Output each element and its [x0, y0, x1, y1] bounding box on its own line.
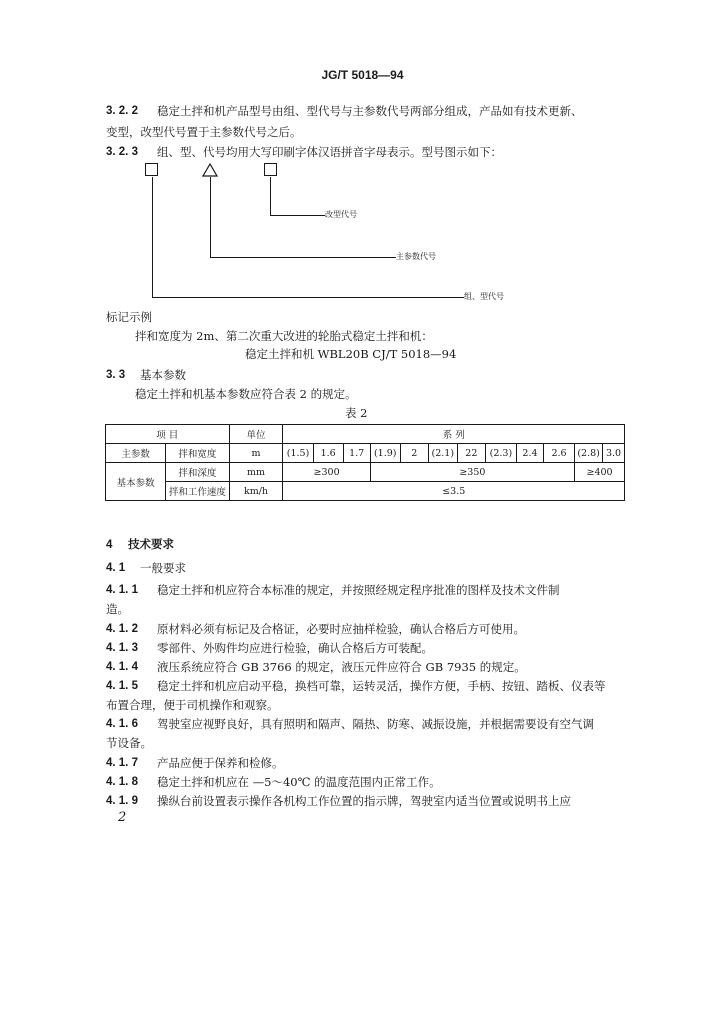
clause-text-continued: 节设备。: [106, 736, 152, 750]
working-speed-unit: km/h: [229, 482, 283, 501]
table-row-width: [106, 444, 625, 463]
width-value: 3.0: [603, 444, 625, 463]
clause-number: 4. 1. 6: [106, 718, 138, 730]
width-value: (2.8): [575, 444, 603, 463]
clause-text-continued: 布置合理，便于司机操作和观察。: [106, 698, 279, 712]
clause-text: 液压系统应符合 GB 3766 的规定，液压元件应符合 GB 7935 的规定。: [157, 660, 526, 674]
table-caption: 表 2: [345, 406, 368, 420]
clause-number: 4. 1. 9: [106, 795, 138, 807]
leader-line: [270, 177, 271, 215]
width-value: 2.6: [543, 444, 574, 463]
leader-line: [270, 215, 325, 216]
clause-3-2-2-line1: 稳定土拌和机产品型号由组、型代号与主参数代号两部分组成，产品如有技术更新、: [157, 104, 583, 118]
table-row-depth: [106, 463, 625, 482]
width-value: (2.1): [428, 444, 457, 463]
width-value: 22: [457, 444, 485, 463]
clause-number: 4. 1. 3: [106, 642, 138, 654]
width-value: (2.3): [485, 444, 516, 463]
modification-code-square-icon: [264, 163, 277, 176]
section-3-3-number: 3. 3: [106, 369, 126, 381]
basic-parameter-label: 基本参数: [106, 463, 166, 501]
width-value: 2: [400, 444, 428, 463]
label-group-type-code: 组、型代号: [464, 292, 504, 301]
depth-value-3: ≥400: [575, 463, 625, 482]
header-unit: 单位: [229, 425, 283, 444]
clause-text: 操纵台前设置表示操作各机构工作位置的指示牌，驾驶室内适当位置或说明书上应: [157, 794, 571, 808]
working-speed-label: 拌和工作速度: [166, 482, 229, 501]
example-title: 标记示例: [106, 310, 152, 324]
main-parameter-label: 主参数: [106, 444, 166, 463]
table-header-row: [106, 425, 625, 444]
header-series: 系 列: [283, 425, 625, 444]
mixing-depth-unit: mm: [229, 463, 283, 482]
leader-line: [152, 177, 153, 298]
clause-3-2-3-number: 3. 2. 3: [106, 146, 138, 158]
width-value: 2.4: [516, 444, 543, 463]
clause-4-1-number: 4. 1: [106, 562, 126, 574]
group-type-code-square-icon: [145, 163, 158, 176]
section-4-title: 技术要求: [128, 539, 174, 551]
label-modification-code: 改型代号: [325, 210, 357, 219]
parameter-table: [105, 424, 625, 501]
section-3-3-title: 基本参数: [140, 368, 186, 382]
example-description: 拌和宽度为 2m、第二次重大改进的轮胎式稳定土拌和机：: [135, 329, 433, 343]
width-value: (1.9): [370, 444, 400, 463]
page-number: 2: [118, 810, 127, 825]
clause-number: 4. 1. 2: [106, 623, 138, 635]
depth-value-1: ≥300: [283, 463, 370, 482]
clause-3-2-2-line2: 变型，改型代号置于主参数代号之后。: [106, 125, 302, 139]
section-4-number: 4: [106, 539, 113, 551]
clause-3-2-2-number: 3. 2. 2: [106, 105, 138, 117]
main-parameter-triangle-icon: [202, 163, 218, 177]
clause-text: 零部件、外购件均应进行检验，确认合格后方可装配。: [157, 641, 433, 655]
width-value: (1.5): [283, 444, 313, 463]
clause-3-2-3-text: 组、型、代号均用大写印刷字体汉语拼音字母表示。型号图示如下：: [157, 145, 502, 159]
clause-text-continued: 造。: [106, 602, 129, 616]
leader-line: [152, 297, 464, 298]
clause-text: 稳定土拌和机应启动平稳，换档可靠，运转灵活，操作方便，手柄、按钮、踏板、仪表等: [157, 679, 606, 693]
clause-number: 4. 1. 8: [106, 776, 138, 788]
clause-number: 4. 1. 5: [106, 680, 138, 692]
mixing-width-label: 拌和宽度: [166, 444, 229, 463]
leader-line: [210, 257, 396, 258]
header-item: 项 目: [106, 425, 230, 444]
width-value: 1.6: [313, 444, 343, 463]
leader-line: [210, 177, 211, 257]
example-marking: 稳定土拌和机 WBL20B CJ/T 5018—94: [245, 347, 457, 361]
depth-value-2: ≥350: [370, 463, 574, 482]
clause-text: 稳定土拌和机应符合本标准的规定，并按照经规定程序批准的图样及技术文件制: [157, 583, 560, 597]
clause-number: 4. 1. 7: [106, 757, 138, 769]
working-speed-value: ≤3.5: [283, 482, 625, 501]
width-value: 1.7: [343, 444, 370, 463]
clause-number: 4. 1. 4: [106, 661, 138, 673]
mixing-width-unit: m: [229, 444, 283, 463]
clause-text: 稳定土拌和机应在 —5～40℃ 的温度范围内正常工作。: [157, 775, 441, 789]
label-main-parameter-code: 主参数代号: [396, 252, 436, 261]
document-header: JG/T 5018—94: [321, 68, 404, 82]
clause-number: 4. 1. 1: [106, 584, 138, 596]
clause-text: 产品应便于保养和检修。: [157, 756, 284, 770]
clause-4-1-text: 一般要求: [140, 561, 186, 575]
mixing-depth-label: 拌和深度: [166, 463, 229, 482]
table-row-speed: [106, 482, 625, 501]
section-3-3-text: 稳定土拌和机基本参数应符合表 2 的规定。: [135, 387, 357, 401]
clause-text: 驾驶室应视野良好，具有照明和隔声、隔热、防寒、减振设施，并根据需要设有空气调: [157, 717, 594, 731]
clause-text: 原材料必须有标记及合格证，必要时应抽样检验，确认合格后方可使用。: [157, 622, 525, 636]
